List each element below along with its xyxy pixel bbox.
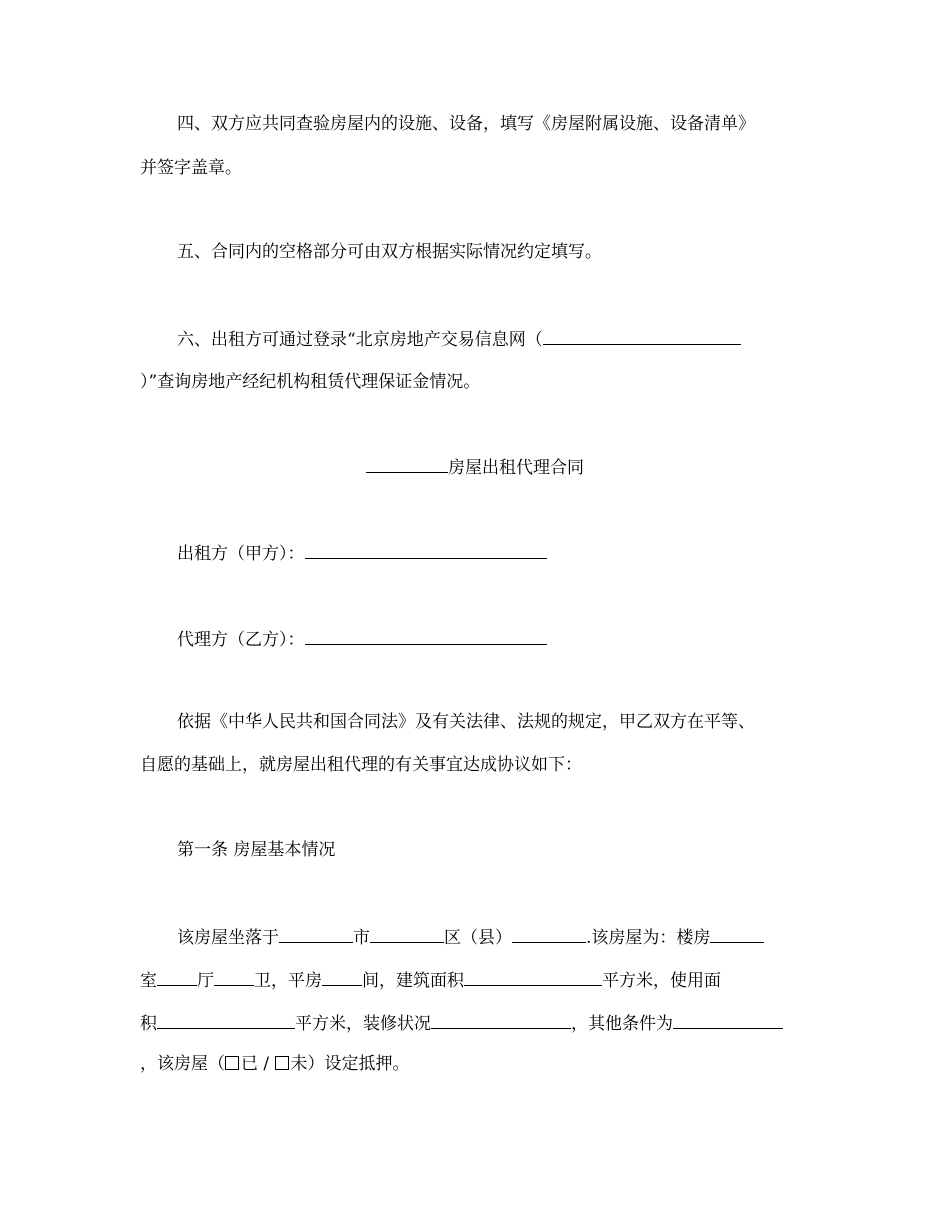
- mortgage-yes-checkbox[interactable]: [225, 1056, 239, 1070]
- clause-5: 五、合同内的空格部分可由双方根据实际情况约定填写。: [177, 242, 602, 262]
- usable-area-blank[interactable]: [157, 1010, 295, 1029]
- text-location: 该房屋坐落于: [177, 928, 279, 948]
- article-1-line3: [140, 1010, 783, 1036]
- text-city: 市: [353, 928, 370, 948]
- contract-title: [0, 454, 950, 480]
- text-building-type: .该房屋为：楼房: [586, 928, 711, 948]
- mortgage-no-checkbox[interactable]: [275, 1056, 289, 1070]
- city-blank[interactable]: [279, 924, 353, 943]
- text-room: 室: [140, 971, 157, 991]
- text-no: 未）设定抵押。: [290, 1054, 410, 1074]
- hall-blank[interactable]: [214, 967, 254, 986]
- preamble-line1: 依据《中华人民共和国合同法》及有关法律、法规的规定，甲乙双方在平等、: [177, 712, 755, 732]
- contract-title-text: 房屋出租代理合同: [448, 458, 584, 478]
- preamble-line2: 自愿的基础上，就房屋出租代理的有关事宜达成协议如下：: [140, 755, 582, 775]
- text-yes: 已 /: [241, 1054, 275, 1074]
- clause-6-line2: ）”查询房地产经纪机构租赁代理保证金情况。: [140, 372, 481, 392]
- clause-4-line2: 并签字盖章。: [140, 158, 242, 178]
- building-area-blank[interactable]: [464, 967, 602, 986]
- party-a-row: [177, 540, 547, 566]
- article-1-line2: [140, 967, 721, 993]
- title-blank[interactable]: [366, 454, 448, 473]
- article-1-line4: [140, 1052, 410, 1076]
- text-area-cont: 积: [140, 1014, 157, 1034]
- party-b-blank[interactable]: [305, 626, 547, 645]
- clause-6-text: 六、出租方可通过登录“北京房地产交易信息网（: [177, 330, 543, 350]
- district-blank[interactable]: [370, 924, 444, 943]
- decoration-blank[interactable]: [431, 1010, 571, 1029]
- party-a-blank[interactable]: [305, 540, 547, 559]
- text-district: 区（县）: [444, 928, 512, 948]
- text-usable-area: 平方米，使用面: [602, 971, 721, 991]
- party-b-row: [177, 626, 547, 652]
- building-blank[interactable]: [710, 924, 764, 943]
- bungalow-blank[interactable]: [322, 967, 362, 986]
- text-hall: 厅: [197, 971, 214, 991]
- text-mortgage: ，该房屋（: [140, 1054, 225, 1074]
- article-1-line1: [177, 924, 764, 950]
- text-decoration: 平方米，装修状况: [295, 1014, 431, 1034]
- party-b-label: 代理方（乙方）：: [177, 630, 305, 650]
- text-building-area: 间，建筑面积: [362, 971, 464, 991]
- clause-4-line1: 四、双方应共同查验房屋内的设施、设备，填写《房屋附属设施、设备清单》: [177, 114, 755, 134]
- room-blank[interactable]: [157, 967, 197, 986]
- text-bath-bungalow: 卫，平房: [254, 971, 322, 991]
- article-1-heading: 第一条 房屋基本情况: [177, 840, 336, 860]
- text-other-conditions: ，其他条件为: [571, 1014, 673, 1034]
- other-conditions-blank[interactable]: [673, 1010, 783, 1029]
- party-a-label: 出租方（甲方）：: [177, 544, 305, 564]
- address-blank[interactable]: [512, 924, 586, 943]
- clause-6-line1: [177, 326, 741, 352]
- website-blank[interactable]: [543, 326, 741, 345]
